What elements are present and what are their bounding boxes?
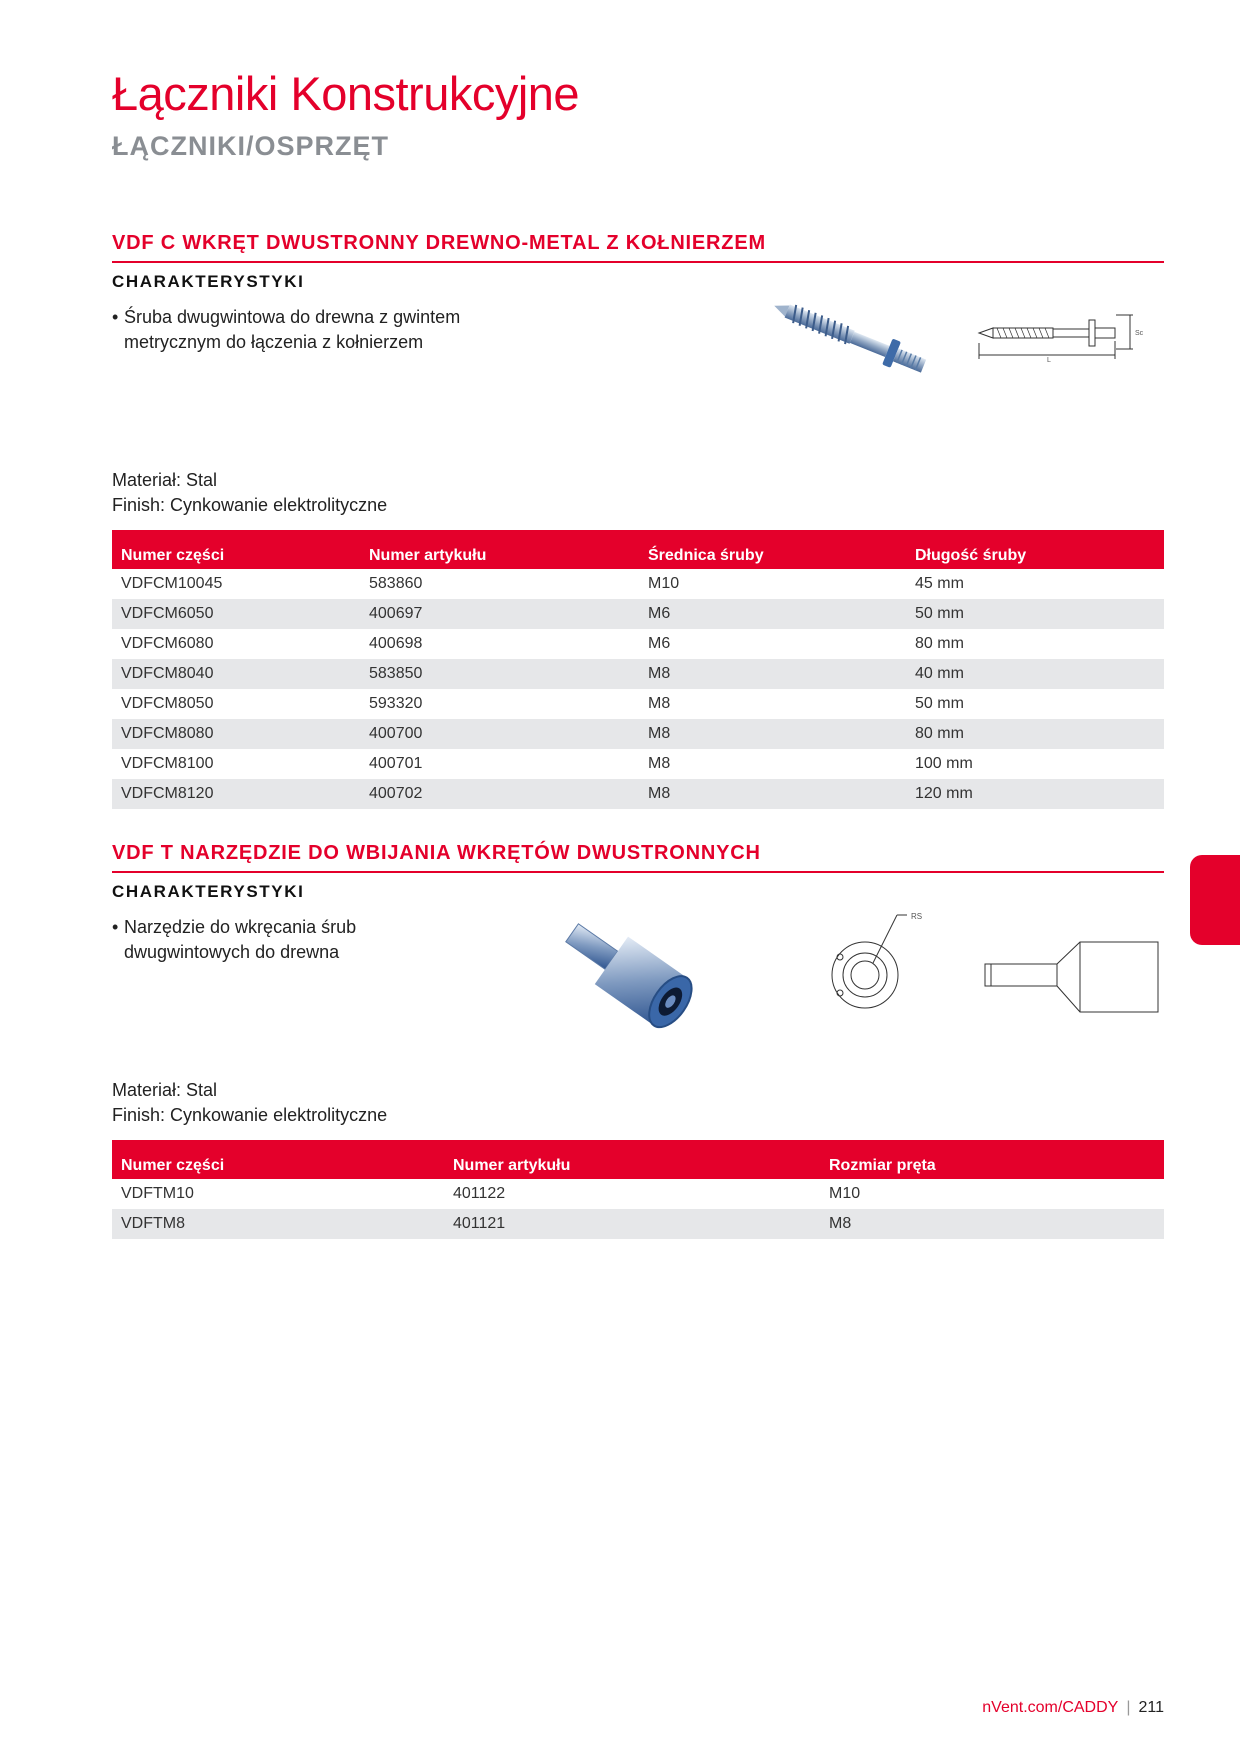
table-cell: M8 (820, 1209, 1164, 1239)
column-header: Numer artykułu (444, 1140, 820, 1179)
table-cell: VDFTM10 (112, 1179, 444, 1209)
footer-separator: | (1126, 1699, 1131, 1716)
table-cell: M10 (820, 1179, 1164, 1209)
column-header: Rozmiar pręta (820, 1140, 1164, 1179)
table-cell: 80 mm (906, 719, 1164, 749)
table-cell: M8 (639, 659, 906, 689)
table-row (112, 1209, 1164, 1239)
screw-technical-drawing (975, 313, 1165, 368)
setting-tool-image (555, 914, 725, 1054)
table-cell: VDFCM8040 (112, 659, 360, 689)
page-footer (982, 1699, 1164, 1717)
bullet-line: Narzędzie do wkręcania śrub (124, 917, 357, 937)
length-label: L (1047, 357, 1051, 364)
table-cell: 80 mm (906, 629, 1164, 659)
tool-side-view-drawing (983, 940, 1158, 1015)
page-subtitle: ŁĄCZNIKI/OSPRZĘT (112, 131, 389, 161)
table-row (112, 659, 1164, 689)
table-cell: M8 (639, 749, 906, 779)
table-cell: 401122 (444, 1179, 820, 1209)
table-cell: 400701 (360, 749, 639, 779)
material-text: Materiał: Stal (112, 470, 218, 490)
bullet-line: dwugwintowych do drewna (124, 942, 340, 962)
table-row (112, 599, 1164, 629)
bullet-line: metrycznym do łączenia z kołnierzem (124, 332, 424, 352)
material-text: Materiał: Stal (112, 1080, 218, 1100)
section-heading-vdf-c: VDF C WKRĘT DWUSTRONNY DREWNO-METAL Z KOŁNIERZEM (112, 232, 1164, 263)
material-info (112, 468, 387, 518)
table-cell: VDFCM8080 (112, 719, 360, 749)
table-row (112, 1179, 1164, 1209)
vdf-c-spec-table (112, 530, 1164, 809)
page-number: 211 (1138, 1699, 1164, 1716)
table-cell: M10 (639, 569, 906, 599)
double-thread-screw-image (768, 297, 940, 379)
column-header: Długość śruby (906, 530, 1164, 569)
column-header: Średnica śruby (639, 530, 906, 569)
feature-bullet: • Śruba dwugwintowa do drewna z gwintem metrycznym do łączenia z kołnierzem (112, 305, 460, 355)
page-title: Łączniki Konstrukcyjne (112, 67, 580, 120)
table-cell: 45 mm (906, 569, 1164, 599)
table-cell: 400700 (360, 719, 639, 749)
table-cell: VDFCM10045 (112, 569, 360, 599)
table-cell: VDFCM8100 (112, 749, 360, 779)
table-cell: 400697 (360, 599, 639, 629)
table-cell: VDFCM6050 (112, 599, 360, 629)
table-cell: 40 mm (906, 659, 1164, 689)
characteristics-heading: CHARAKTERYSTYKI (112, 882, 305, 901)
section-heading-vdf-t: VDF T NARZĘDZIE DO WBIJANIA WKRĘTÓW DWUSTRONNYCH (112, 842, 1164, 873)
feature-bullet: • Narzędzie do wkręcania śrub dwugwintowych do drewna (112, 915, 356, 965)
table-cell: 400698 (360, 629, 639, 659)
characteristics-heading: CHARAKTERYSTYKI (112, 272, 305, 291)
bullet-line: Śruba dwugwintowa do drewna z gwintem (124, 307, 461, 327)
table-cell: VDFCM8050 (112, 689, 360, 719)
table-cell: 50 mm (906, 599, 1164, 629)
table-header-row (112, 1140, 1164, 1179)
vdf-t-spec-table (112, 1140, 1164, 1239)
table-row (112, 749, 1164, 779)
table-cell: 100 mm (906, 749, 1164, 779)
table-row (112, 689, 1164, 719)
table-header-row (112, 530, 1164, 569)
table-cell: VDFTM8 (112, 1209, 444, 1239)
table-cell: 400702 (360, 779, 639, 809)
table-cell: 583850 (360, 659, 639, 689)
footer-site-link[interactable]: nVent.com/CADDY (982, 1699, 1119, 1716)
sc-label: Sc (1135, 330, 1144, 337)
table-cell: M6 (639, 599, 906, 629)
table-cell: M8 (639, 689, 906, 719)
table-cell: 401121 (444, 1209, 820, 1239)
table-cell: 120 mm (906, 779, 1164, 809)
table-cell: VDFCM6080 (112, 629, 360, 659)
table-row (112, 569, 1164, 599)
table-cell: M8 (639, 719, 906, 749)
table-row (112, 779, 1164, 809)
table-cell: M8 (639, 779, 906, 809)
tool-end-view-drawing (825, 905, 935, 1015)
table-cell: M6 (639, 629, 906, 659)
table-row (112, 629, 1164, 659)
table-cell: VDFCM8120 (112, 779, 360, 809)
column-header: Numer części (112, 530, 360, 569)
material-info (112, 1078, 387, 1128)
table-row (112, 719, 1164, 749)
table-cell: 593320 (360, 689, 639, 719)
finish-text: Finish: Cynkowanie elektrolityczne (112, 1105, 388, 1125)
table-cell: 50 mm (906, 689, 1164, 719)
rs-label: RS (911, 912, 923, 921)
finish-text: Finish: Cynkowanie elektrolityczne (112, 495, 388, 515)
column-header: Numer części (112, 1140, 444, 1179)
table-cell: 583860 (360, 569, 639, 599)
section-side-tab[interactable] (1190, 855, 1240, 945)
column-header: Numer artykułu (360, 530, 639, 569)
